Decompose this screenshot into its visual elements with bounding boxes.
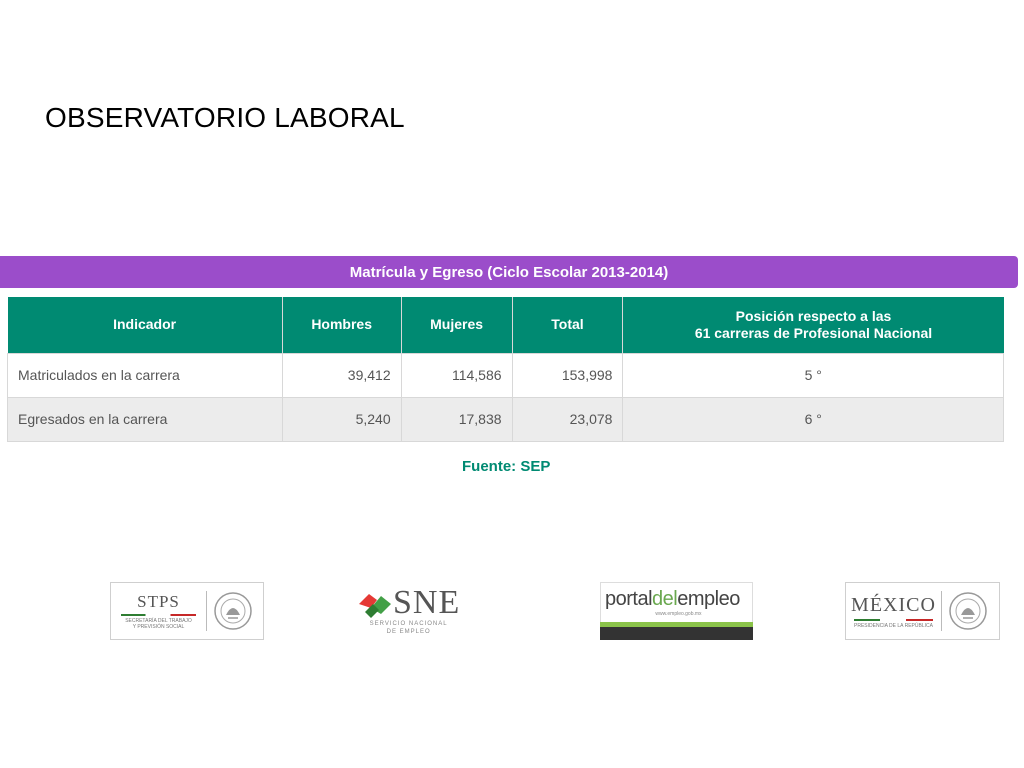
- header-women: Mujeres: [401, 297, 512, 353]
- sne-logo-sub1: SERVICIO NACIONAL: [369, 621, 448, 627]
- header-total: Total: [512, 297, 623, 353]
- slide-title: OBSERVATORIO LABORAL: [45, 102, 405, 133]
- sne-logo-sub2: DE EMPLEO: [386, 629, 431, 635]
- table-banner: Matrícula y Egreso (Ciclo Escolar 2013-2014): [0, 256, 1018, 288]
- row-women: 17,838: [401, 397, 512, 441]
- handshake-icon: [357, 586, 393, 620]
- national-seal-icon: [213, 591, 253, 631]
- sne-logo: [357, 582, 464, 640]
- row-position: 5 °: [623, 353, 1004, 397]
- header-position-line1: Posición respecto a las: [735, 307, 892, 324]
- stps-logo-sub1: SECRETARÍA DEL TRABAJO: [125, 618, 192, 624]
- national-seal-icon: [948, 591, 988, 631]
- portal-logo-name: portaldelempleo: [605, 588, 740, 610]
- row-women: 114,586: [401, 353, 512, 397]
- header-men: Hombres: [282, 297, 401, 353]
- header-position: [623, 297, 1004, 353]
- header-indicator: Indicador: [8, 297, 283, 353]
- table-header-row: [8, 297, 1004, 353]
- mexico-logo-sub: PRESIDENCIA DE LA REPÚBLICA: [854, 622, 933, 629]
- table-row: [8, 353, 1004, 397]
- row-total: 153,998: [512, 353, 623, 397]
- portal-logo-url: www.empleo.gob.mx: [655, 611, 702, 617]
- row-position: 6 °: [623, 397, 1004, 441]
- row-total: 23,078: [512, 397, 623, 441]
- stps-logo: [110, 582, 264, 640]
- row-men: 39,412: [282, 353, 401, 397]
- portal-del-empleo-logo: [600, 582, 753, 640]
- table-row: [8, 397, 1004, 441]
- enrollment-table: [7, 297, 1004, 442]
- row-men: 5,240: [282, 397, 401, 441]
- source-label: Fuente: SEP: [462, 458, 551, 475]
- sne-logo-name: SNE: [393, 584, 461, 621]
- row-indicator: Matriculados en la carrera: [8, 353, 283, 397]
- stps-logo-name: STPS: [137, 592, 180, 611]
- mexico-logo: [845, 582, 1000, 640]
- stps-logo-sub2: Y PREVISIÓN SOCIAL: [132, 624, 185, 630]
- row-indicator: Egresados en la carrera: [8, 397, 283, 441]
- header-position-line2: 61 carreras de Profesional Nacional: [694, 324, 933, 341]
- mexico-logo-name: MÉXICO: [851, 593, 936, 616]
